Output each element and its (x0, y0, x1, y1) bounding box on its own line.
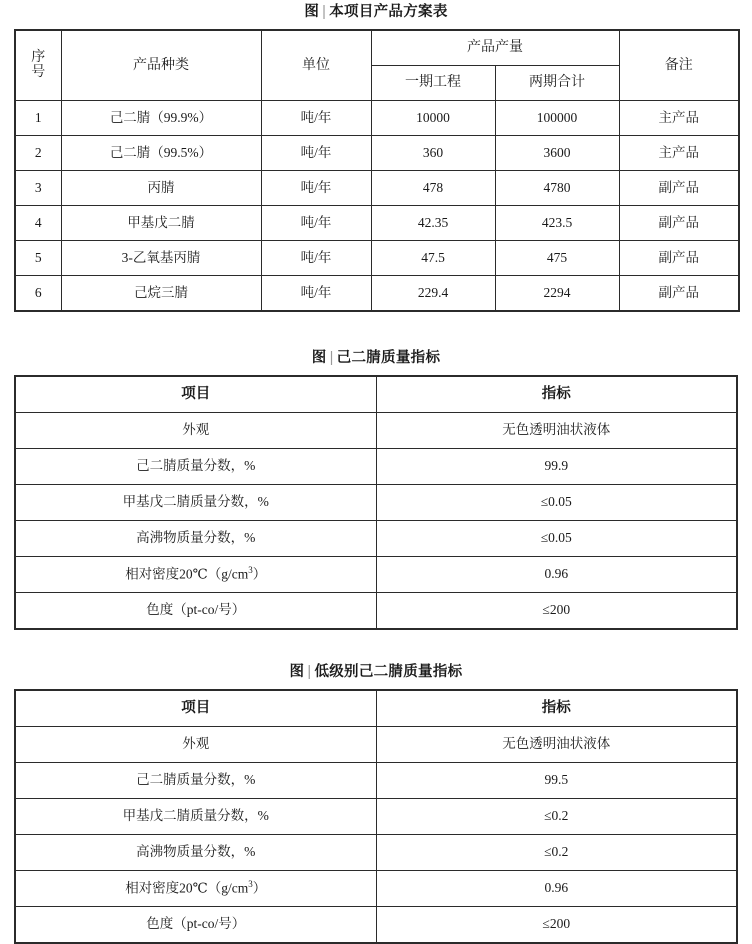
table-row (15, 413, 737, 449)
cell-value: ≤0.2 (376, 835, 737, 871)
cell-total: 2294 (495, 276, 619, 312)
cell-unit: 吨/年 (261, 276, 371, 312)
cell-total: 423.5 (495, 206, 619, 241)
cell-total: 3600 (495, 136, 619, 171)
cell-seq: 5 (15, 241, 61, 276)
cell-unit: 吨/年 (261, 241, 371, 276)
header-remark: 备注 (619, 30, 739, 101)
table-row (15, 521, 737, 557)
cell-phase1: 47.5 (371, 241, 495, 276)
table-header-row (15, 376, 737, 413)
cell-item: 高沸物质量分数，% (15, 835, 376, 871)
cell-phase1: 360 (371, 136, 495, 171)
table-row (15, 799, 737, 835)
table-low-grade-adn-spec (14, 689, 738, 944)
cell-value: 无色透明油状液体 (376, 727, 737, 763)
section-adn-spec (0, 346, 752, 630)
cell-remark: 副产品 (619, 206, 739, 241)
superscript-3: 3 (248, 565, 253, 576)
cell-remark: 主产品 (619, 101, 739, 136)
cell-value: 99.5 (376, 763, 737, 799)
cell-item: 色度（pt-co/号） (15, 593, 376, 630)
cell-seq: 2 (15, 136, 61, 171)
cell-seq: 1 (15, 101, 61, 136)
table-row (15, 763, 737, 799)
cell-total: 4780 (495, 171, 619, 206)
cell-total: 100000 (495, 101, 619, 136)
table-product-plan (14, 29, 740, 312)
section-low-grade-adn-spec (0, 660, 752, 944)
cell-item: 甲基戊二腈质量分数，% (15, 799, 376, 835)
cell-value: ≤0.05 (376, 521, 737, 557)
table-row (15, 557, 737, 593)
header-product-type: 产品种类 (61, 30, 261, 101)
cell-item: 外观 (15, 413, 376, 449)
cell-seq: 6 (15, 276, 61, 312)
cell-unit: 吨/年 (261, 171, 371, 206)
table-row (15, 727, 737, 763)
cell-product: 丙腈 (61, 171, 261, 206)
caption-product-plan (14, 0, 738, 21)
table-header-row (15, 690, 737, 727)
table-adn-spec (14, 375, 738, 630)
table-row (15, 485, 737, 521)
cell-item: 相对密度$20℃(g/cm^3)$ (15, 871, 376, 907)
cell-item: 甲基戊二腈质量分数，% (15, 485, 376, 521)
cell-value: ≤0.05 (376, 485, 737, 521)
table-row (15, 276, 739, 312)
table-row (15, 136, 739, 171)
cell-value: 0.96 (376, 871, 737, 907)
cell-total: 475 (495, 241, 619, 276)
cell-phase1: 42.35 (371, 206, 495, 241)
table-row (15, 241, 739, 276)
cell-value: 99.9 (376, 449, 737, 485)
header-index: 指标 (376, 376, 737, 413)
caption-adn-spec (14, 346, 738, 367)
cell-remark: 副产品 (619, 171, 739, 206)
caption-mark: 图 (304, 4, 320, 20)
cell-value: ≤200 (376, 907, 737, 944)
header-unit: 单位 (261, 30, 371, 101)
cell-product: 己烷三腈 (61, 276, 261, 312)
cell-value: 无色透明油状液体 (376, 413, 737, 449)
caption-separator: | (329, 350, 334, 366)
table-header-row (15, 30, 739, 66)
section-product-plan (0, 0, 752, 312)
header-output-group: 产品产量 (371, 30, 619, 66)
caption-separator: | (322, 4, 327, 20)
cell-value: ≤200 (376, 593, 737, 630)
cell-item: 色度（pt-co/号） (15, 907, 376, 944)
cell-remark: 主产品 (619, 136, 739, 171)
caption-mark: 图 (311, 350, 327, 366)
table-row (15, 871, 737, 907)
table-row (15, 907, 737, 944)
cell-product: 己二腈（99.5%） (61, 136, 261, 171)
caption-separator: | (307, 664, 312, 680)
cell-product: 己二腈（99.9%） (61, 101, 261, 136)
cell-unit: 吨/年 (261, 206, 371, 241)
header-item: 项目 (15, 690, 376, 727)
header-seq: 序 号 (15, 30, 61, 101)
caption-low-grade-adn-spec (14, 660, 738, 681)
cell-item: 己二腈质量分数，% (15, 449, 376, 485)
spacer (0, 312, 752, 346)
caption-title: 本项目产品方案表 (329, 4, 448, 20)
cell-item: 外观 (15, 727, 376, 763)
header-phase1: 一期工程 (371, 66, 495, 101)
cell-item: 高沸物质量分数，% (15, 521, 376, 557)
cell-seq: 3 (15, 171, 61, 206)
table-row (15, 449, 737, 485)
table-row (15, 171, 739, 206)
spacer (0, 630, 752, 660)
cell-value: 0.96 (376, 557, 737, 593)
cell-unit: 吨/年 (261, 101, 371, 136)
header-item: 项目 (15, 376, 376, 413)
header-index: 指标 (376, 690, 737, 727)
cell-unit: 吨/年 (261, 136, 371, 171)
cell-product: 3-乙氧基丙腈 (61, 241, 261, 276)
cell-phase1: 229.4 (371, 276, 495, 312)
header-total: 两期合计 (495, 66, 619, 101)
cell-phase1: 478 (371, 171, 495, 206)
cell-item: 己二腈质量分数，% (15, 763, 376, 799)
cell-item: 相对密度$20℃(g/cm^3)$ (15, 557, 376, 593)
caption-mark: 图 (289, 664, 305, 680)
cell-phase1: 10000 (371, 101, 495, 136)
superscript-3: 3 (248, 879, 253, 890)
table-row (15, 206, 739, 241)
table-row (15, 593, 737, 630)
cell-seq: 4 (15, 206, 61, 241)
caption-title: 己二腈质量指标 (336, 350, 441, 366)
table-row (15, 835, 737, 871)
cell-product: 甲基戊二腈 (61, 206, 261, 241)
caption-title: 低级别己二腈质量指标 (314, 664, 463, 680)
cell-value: ≤0.2 (376, 799, 737, 835)
cell-remark: 副产品 (619, 276, 739, 312)
table-row (15, 101, 739, 136)
cell-remark: 副产品 (619, 241, 739, 276)
